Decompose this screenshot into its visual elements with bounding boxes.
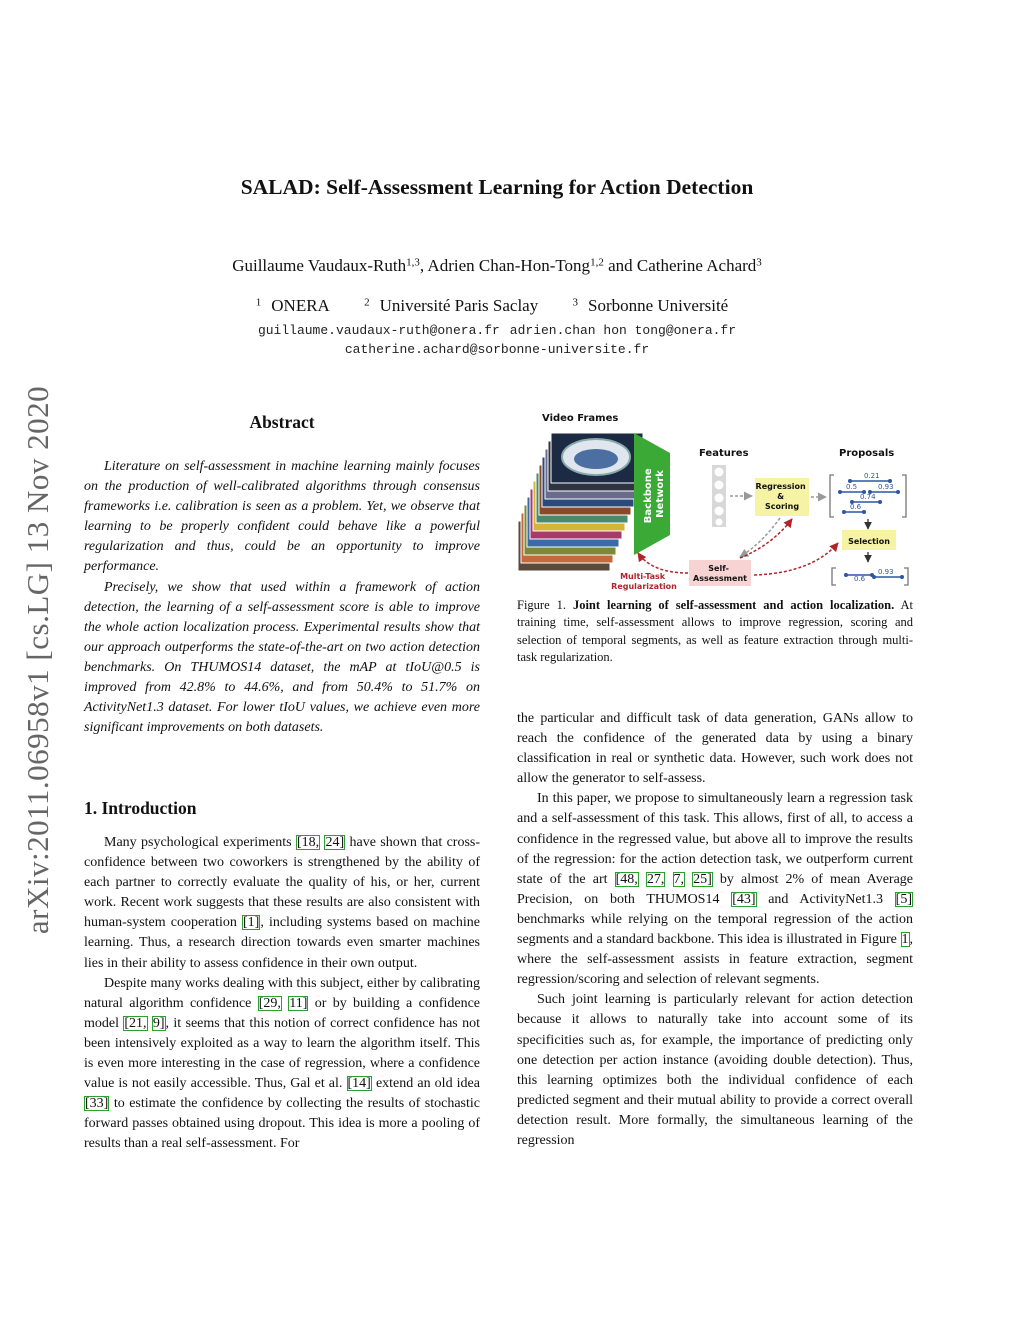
- citation-link[interactable]: [48,: [615, 871, 638, 887]
- author-name: Adrien Chan-Hon-Tong: [427, 256, 591, 275]
- label-video-frames: Video Frames: [542, 413, 619, 424]
- proposal-score: 0.74: [860, 493, 876, 501]
- caption-text: At training time, self-assessment allows to improve regression, scoring and selection of temporal segments, as well as feature extraction through multi-task regularization.: [517, 598, 914, 664]
- section-heading-introduction: 1. Introduction: [84, 798, 197, 818]
- text-run: , including systems based on machine learning. Thus, a research direction towards even smarter machines lies in their ability to assess confidence in their own output.: [84, 915, 480, 971]
- author-separator: and: [603, 256, 637, 275]
- proposals-set: [830, 472, 906, 517]
- author-separator: ,: [419, 256, 428, 275]
- body-paragraph: [517, 789, 913, 990]
- feature-vector: [712, 465, 726, 527]
- body-paragraph: Such joint learning is particularly relevant for action detection because it allows to naturally take into account some of its specificities such as, for example, the importance of predicting only one detection per action instance (avoiding double detection). Thus, this learning optimizes both the individual confidence of each predicted segment and their mutual ability to provide a correct overall detection result. More formally, the simultaneous learning of the regression: [517, 992, 913, 1148]
- text-run: or by building a confidence model: [84, 995, 481, 1031]
- right-column-body: [517, 709, 913, 1151]
- label-proposals: Proposals: [839, 448, 895, 459]
- label-backbone: Backbone Network: [643, 468, 666, 524]
- citation-link[interactable]: [43]: [732, 891, 756, 907]
- citation-link[interactable]: [1]: [243, 915, 260, 931]
- proposal-score: 0.93: [878, 483, 894, 491]
- affiliation-sup: 1: [255, 296, 262, 309]
- text-run: to estimate the confidence by collecting the results of stochastic forward passes obtained using dropout. This idea is more a pooling of results than a real self-assessment. For: [84, 1096, 480, 1152]
- citation-link[interactable]: 27,: [646, 871, 665, 887]
- selected-proposals: [832, 568, 908, 585]
- arxiv-identifier: [8, 340, 68, 980]
- figure-1-diagram: [512, 405, 917, 595]
- text-run: by almost 2% of mean Average Precision, on both THUMOS14: [517, 871, 914, 907]
- text-run: , it seems that this notion of correct confidence has not been intensively exploited as a way to learn the algorithm itself. This is even more interesting in the case of regression, where a confidence value is not easily accessible. Thus, Gal et al.: [84, 1015, 480, 1092]
- text-run: extend an old idea: [371, 1076, 480, 1092]
- author-affil-sup: 3: [756, 256, 762, 269]
- body-paragraph: the particular and difficult task of data generation, GANs allow to reach the confidence of the generated data by using a binary classification in real or synthetic data. However, such work does not allow the generator to self-assess.: [517, 711, 913, 787]
- body-paragraph: [84, 974, 480, 1155]
- affiliation-sup: 2: [364, 296, 370, 309]
- abstract-paragraph: Literature on self-assessment in machine learning mainly focuses on the production of well-calibrated algorithms through consensus frameworks i.e. calibration is seen as a problem. Yet, we observe that learning to be properly confident could behave like a powerful regularization and thus, could be an opportunity to improve performance.: [84, 459, 480, 575]
- citation-link[interactable]: 11]: [289, 995, 308, 1011]
- abstract-heading: Abstract: [249, 412, 315, 432]
- citation-link[interactable]: [14]: [347, 1076, 371, 1092]
- label-features: Features: [699, 448, 749, 459]
- text-run: benchmarks while relying on the temporal regression of the action segments and a standard backbone. This idea is illustrated in Figure: [517, 911, 913, 948]
- citation-link[interactable]: 9]: [152, 1015, 165, 1031]
- citation-link[interactable]: 7,: [673, 871, 685, 887]
- text-run: Many psychological experiments: [104, 835, 296, 850]
- label-self-assessment: Self- Assessment: [693, 564, 747, 583]
- caption-title: Joint learning of self-assessment and action localization.: [572, 598, 895, 612]
- figure-1-caption: [517, 597, 913, 666]
- text-run: Despite many works dealing with this subject, either by calibrating natural algorithm confidence: [84, 975, 480, 1011]
- affiliation-list: [84, 296, 910, 316]
- email-link[interactable]: adrien.chan hon tong@onera.fr: [509, 323, 737, 338]
- label-selection: Selection: [848, 537, 890, 546]
- text-run: and ActivityNet1.3: [756, 891, 895, 907]
- proposal-score: 0.21: [864, 472, 880, 480]
- body-paragraph: [84, 833, 480, 974]
- text-run: have shown that cross-confidence between two coworkers is strengthened by the ability of each partner to correctly evaluate the quality of his, or her, current work. Recent work suggests that these results are also consistent with human-system cooperation: [84, 835, 481, 931]
- figure-ref-link[interactable]: 1: [901, 932, 909, 948]
- abstract-paragraph: Precisely, we show that used within a framework of action detection, the learning of a self-assessment score is able to improve the whole action localization process. Experimental results show that our approach outperforms the state-of-the-art on two action detection benchmarks. On THUMOS14 dataset, the mAP at tIoU@0.5 is improved from 42.8% to 44.6%, and from 50.4% to 51.7% on ActivityNet1.3 dataset. For lower tIoU values, we achieve even more significant improvements on both datasets.: [84, 579, 480, 736]
- author-name: Guillaume Vaudaux-Ruth: [232, 256, 407, 275]
- text-run: , where the self-assessment assists in feature extraction, segment regression/scoring and selection of relevant segments.: [517, 932, 913, 988]
- citation-link[interactable]: [18,: [296, 835, 320, 850]
- text-run: In this paper, we propose to simultaneously learn a regression task and a self-assessment of this task. This allows, first of all, to access a confidence in the regressed value, but above all to improve the results of the regression: for the action detection task, we outperform current state of the art: [517, 791, 913, 887]
- citation-link[interactable]: [33]: [85, 1096, 109, 1112]
- label-regression-scoring: Regression & Scoring: [755, 482, 806, 511]
- email-link[interactable]: catherine.achard@sorbonne-universite.fr: [344, 342, 650, 357]
- caption-label: Figure 1.: [517, 598, 566, 612]
- affiliation-sup: 3: [572, 296, 578, 309]
- citation-link[interactable]: [5]: [895, 891, 912, 907]
- paper-title: SALAD: Self-Assessment Learning for Action Detection: [240, 175, 754, 199]
- label-multi-task-regularization: Multi-Task Regularization: [611, 572, 677, 591]
- citation-link[interactable]: 25]: [693, 871, 712, 887]
- citation-link[interactable]: [21,: [124, 1015, 147, 1031]
- email-link[interactable]: guillaume.vaudaux-ruth@onera.fr: [257, 323, 500, 338]
- affiliation: [572, 296, 738, 315]
- video-frames-stack: [518, 433, 643, 571]
- citation-link[interactable]: [29,: [258, 995, 281, 1011]
- selected-score: 0.6: [854, 575, 866, 583]
- introduction-body: [84, 833, 480, 1155]
- arxiv-id-text: arXiv:2011.06958v1 [cs.LG] 13 Nov 2020: [20, 385, 56, 935]
- author-list: [84, 256, 910, 276]
- proposal-score: 0.5: [846, 483, 858, 491]
- citation-link[interactable]: 24]: [325, 835, 345, 850]
- selected-score: 0.93: [878, 568, 894, 576]
- affiliation-name: ONERA: [271, 296, 330, 315]
- proposal-score: 0.6: [850, 503, 862, 511]
- author-affil-sup: 1,3: [406, 256, 420, 269]
- email-block: [84, 321, 910, 359]
- affiliation: [364, 296, 548, 315]
- abstract-body: [84, 457, 480, 738]
- affiliation-name: Sorbonne Université: [587, 296, 729, 315]
- author-affil-sup: 1,2: [590, 256, 604, 269]
- author-name: Catherine Achard: [636, 256, 757, 275]
- affiliation: [256, 296, 340, 315]
- affiliation-name: Université Paris Saclay: [379, 296, 539, 315]
